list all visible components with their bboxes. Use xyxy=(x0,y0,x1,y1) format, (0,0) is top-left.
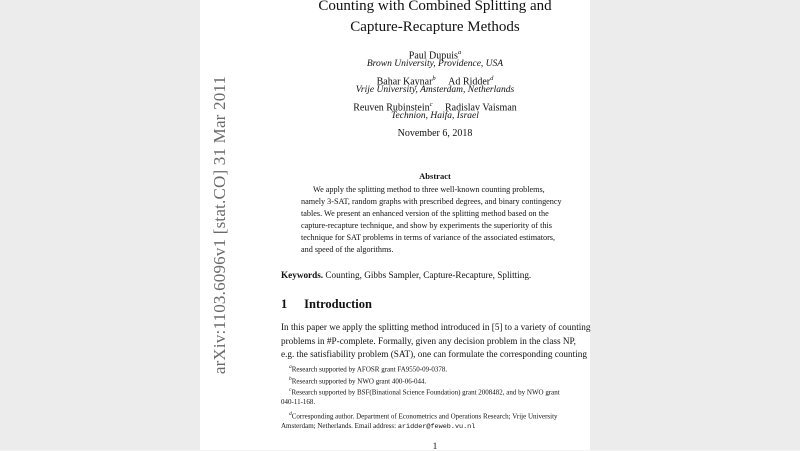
viewer-background-right xyxy=(590,0,800,450)
footnote-text: Research supported by NWO grant 400-06-044. xyxy=(291,376,427,385)
abstract-heading: Abstract xyxy=(419,171,451,181)
abstract-line: technique for SAT problems in terms of variance of the associated estimators, xyxy=(301,233,556,243)
intro-line: In this paper we apply the splitting method introduced in [5] to a variety of counting xyxy=(281,322,591,332)
footnote-mark: d xyxy=(289,411,292,418)
author-name: Ad Ridder xyxy=(448,76,491,88)
affiliation-technion: Technion, Haifa, Israel xyxy=(391,111,479,121)
author-name: Radislav Vaisman xyxy=(445,102,517,114)
introduction-body xyxy=(281,321,591,362)
author-name: Paul Dupuis xyxy=(408,50,458,62)
keywords-text: Counting, Gibbs Sampler, Capture-Recapture, Splitting. xyxy=(325,270,532,280)
affiliation-vrije: Vrije University, Amsterdam, Netherlands xyxy=(355,85,515,95)
section-title: Introduction xyxy=(304,297,372,311)
author-mark: d xyxy=(490,75,494,82)
abstract-line: We apply the splitting method to three well-known counting problems, xyxy=(313,185,545,194)
title-line-1: Counting with Combined Splitting and xyxy=(318,0,552,14)
footnote-c-cont: 040-11-168. xyxy=(281,397,316,406)
footnote-text: Research supported by AFOSR grant FA9550-09-0378. xyxy=(291,365,448,374)
affiliation-brown: Brown University, Providence, USA xyxy=(366,59,504,69)
arxiv-identifier: arXiv:1103.6096v1 [stat.CO] 31 Mar 2011 xyxy=(210,75,229,375)
footnote-d-cont xyxy=(281,422,590,432)
abstract-line: tables. We present an enhanced version of the splitting method based on the xyxy=(301,209,549,219)
title-line-2: Capture-Recapture Methods xyxy=(350,19,520,35)
email-address: aridder@feweb.vu.nl xyxy=(397,422,476,431)
footnote-text: Research supported by BSF(Binational Science Foundation) grant 2008482, and by NWO grant xyxy=(291,388,560,397)
keywords-label: Keywords. xyxy=(281,270,324,280)
paper-date: November 6, 2018 xyxy=(397,128,473,139)
abstract-line: and speed of the algorithms. xyxy=(301,245,394,255)
footnote-text: Corresponding author. Department of Econometrics and Operations Research; Vrije University xyxy=(291,412,558,421)
intro-line: problems in #P-complete. Formally, given any decision problem in the class NP, xyxy=(281,335,576,346)
abstract-line: capture-recapture technique, and show by experiments the superiority of this xyxy=(301,221,552,231)
footnote-b xyxy=(281,375,590,387)
paper-title xyxy=(300,0,570,38)
footnote-d xyxy=(281,410,590,422)
author-mark: a xyxy=(457,49,462,56)
author-name: Bahar Kaynar xyxy=(376,76,433,88)
section-number: 1 xyxy=(281,297,288,311)
author-name: Reuven Rubinstein xyxy=(353,102,430,114)
viewer-background-left xyxy=(0,0,200,450)
author-mark: b xyxy=(432,75,436,82)
page-number: 1 xyxy=(432,441,438,451)
abstract-body xyxy=(301,184,569,257)
footnotes xyxy=(281,363,590,432)
footnote-a xyxy=(281,363,590,375)
section-heading xyxy=(281,297,372,312)
footnote-c xyxy=(281,386,590,398)
intro-line: e.g. the satisfiability problem (SAT), one can formulate the corresponding counting xyxy=(281,349,587,359)
footnote-mark: a xyxy=(289,364,292,370)
footnote-text: Amsterdam; Netherlands. Email address: xyxy=(281,421,397,430)
author-mark: c xyxy=(429,101,433,108)
footnote-mark: c xyxy=(289,387,292,394)
keywords xyxy=(281,270,590,280)
abstract-line: namely 3-SAT, random graphs with prescribed degrees, and binary contingency xyxy=(301,197,562,207)
footnote-mark: b xyxy=(289,375,292,382)
